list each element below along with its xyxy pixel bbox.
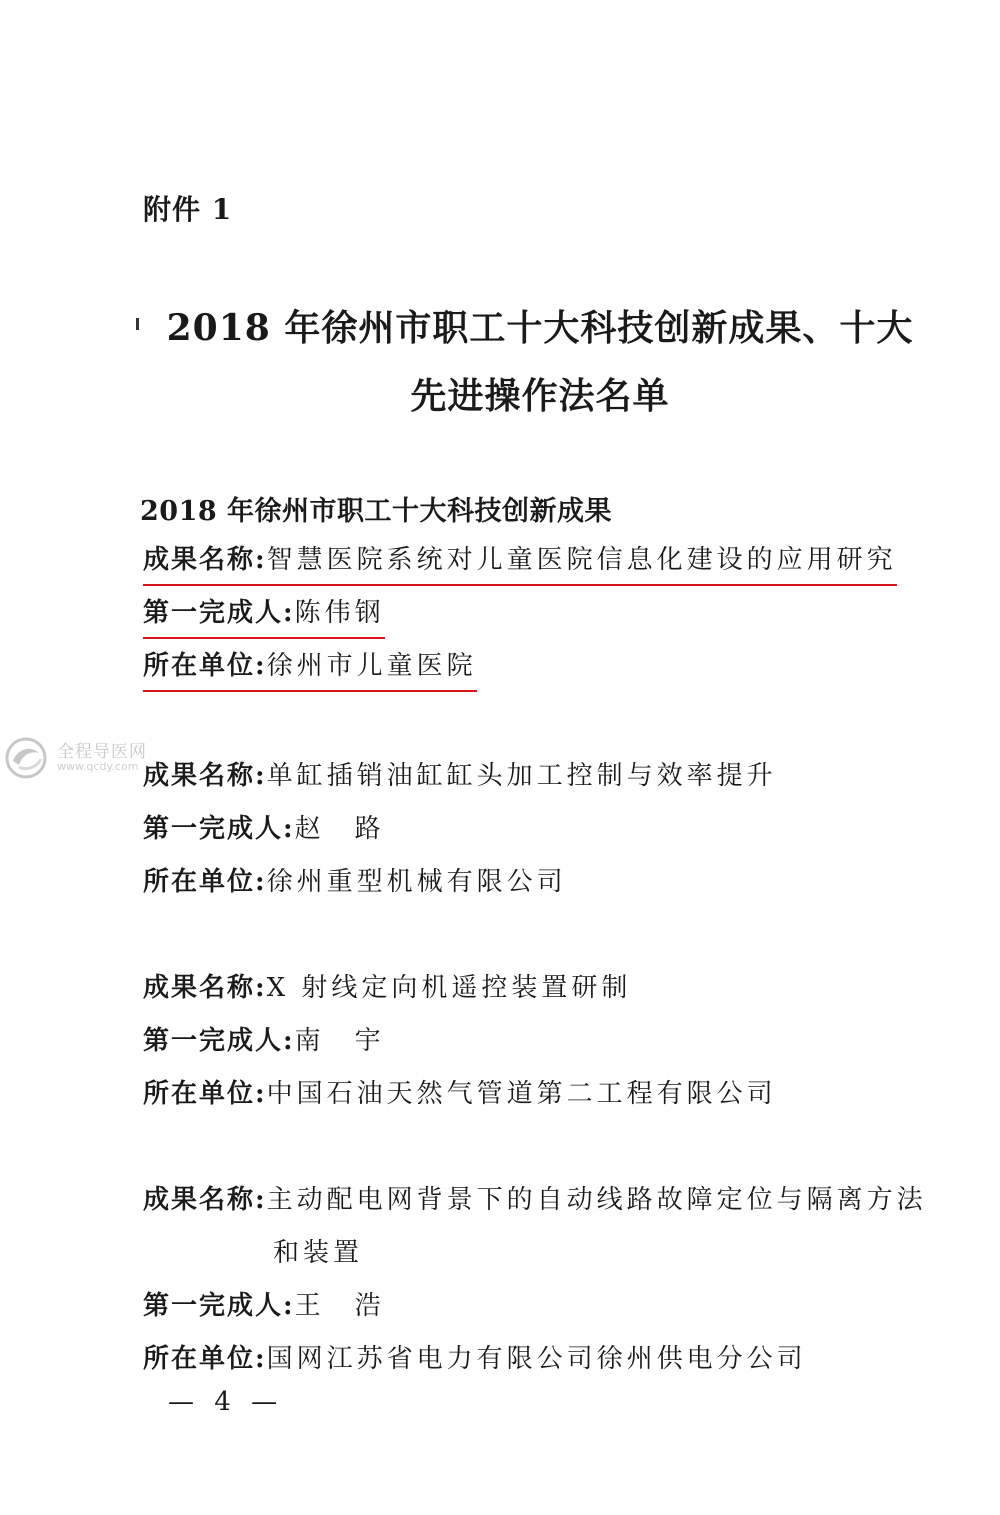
section-heading: 2018 年徐州市职工十大科技创新成果 (140, 496, 613, 527)
watermark-site-url: www.qcdy.com (57, 760, 139, 773)
name-label: 成果名称: (143, 761, 267, 791)
entry-person-row (143, 809, 777, 862)
person-label: 第一完成人: (143, 598, 295, 628)
entry-unit-row (143, 646, 897, 699)
entry-person-row (143, 1286, 927, 1339)
entry-name-row (143, 1180, 927, 1233)
underline-highlight (143, 593, 385, 639)
first-person: 王 浩 (294, 1291, 385, 1321)
underline-highlight (143, 646, 477, 692)
page-number: — 4 — (168, 1387, 284, 1417)
achievement-name: X 射线定向机遥控装置研制 (266, 973, 632, 1003)
work-unit: 徐州市儿童医院 (266, 651, 477, 681)
first-person: 赵 路 (294, 814, 385, 844)
work-unit: 国网江苏省电力有限公司徐州供电分公司 (266, 1344, 807, 1374)
first-person: 南 宇 (294, 1026, 385, 1056)
unit-label: 所在单位: (143, 651, 267, 681)
name-label: 成果名称: (143, 545, 267, 575)
entry-name-row (143, 756, 777, 809)
entry-unit-row (143, 862, 777, 915)
entry-name-row (143, 968, 777, 1021)
person-label: 第一完成人: (143, 814, 295, 844)
unit-label: 所在单位: (143, 1344, 267, 1374)
work-unit: 中国石油天然气管道第二工程有限公司 (266, 1079, 777, 1109)
entry-person-row (143, 593, 897, 646)
entry-unit-row (143, 1074, 777, 1127)
name-label: 成果名称: (143, 1185, 267, 1215)
watermark-site-name: 全程导医网 (57, 742, 147, 762)
entry-name-row (143, 540, 897, 593)
entry-4 (143, 1180, 927, 1392)
name-label: 成果名称: (143, 973, 267, 1003)
achievement-name: 智慧医院系统对儿童医院信息化建设的应用研究 (266, 545, 897, 575)
annex-label: 附件 1 (143, 193, 233, 226)
entry-name-continuation (143, 1233, 927, 1286)
entry-2 (143, 756, 777, 915)
entry-3 (143, 968, 777, 1127)
achievement-name: 主动配电网背景下的自动线路故障定位与隔离方法 (266, 1185, 927, 1215)
underline-highlight (143, 540, 897, 586)
entry-unit-row (143, 1339, 927, 1392)
unit-label: 所在单位: (143, 867, 267, 897)
achievement-name: 单缸插销油缸缸头加工控制与效率提升 (266, 761, 777, 791)
achievement-name-continued: 和装置 (273, 1238, 364, 1268)
document-title-line-1: 2018 年徐州市职工十大科技创新成果、十大 (166, 307, 914, 349)
person-label: 第一完成人: (143, 1291, 295, 1321)
work-unit: 徐州重型机械有限公司 (266, 867, 567, 897)
qcdy-logo-icon (5, 737, 47, 779)
first-person: 陈伟钢 (294, 598, 385, 628)
entry-person-row (143, 1021, 777, 1074)
entry-1 (143, 540, 897, 699)
document-title-line-2: 先进操作法名单 (410, 375, 670, 417)
person-label: 第一完成人: (143, 1026, 295, 1056)
site-watermark (5, 735, 165, 781)
unit-label: 所在单位: (143, 1079, 267, 1109)
